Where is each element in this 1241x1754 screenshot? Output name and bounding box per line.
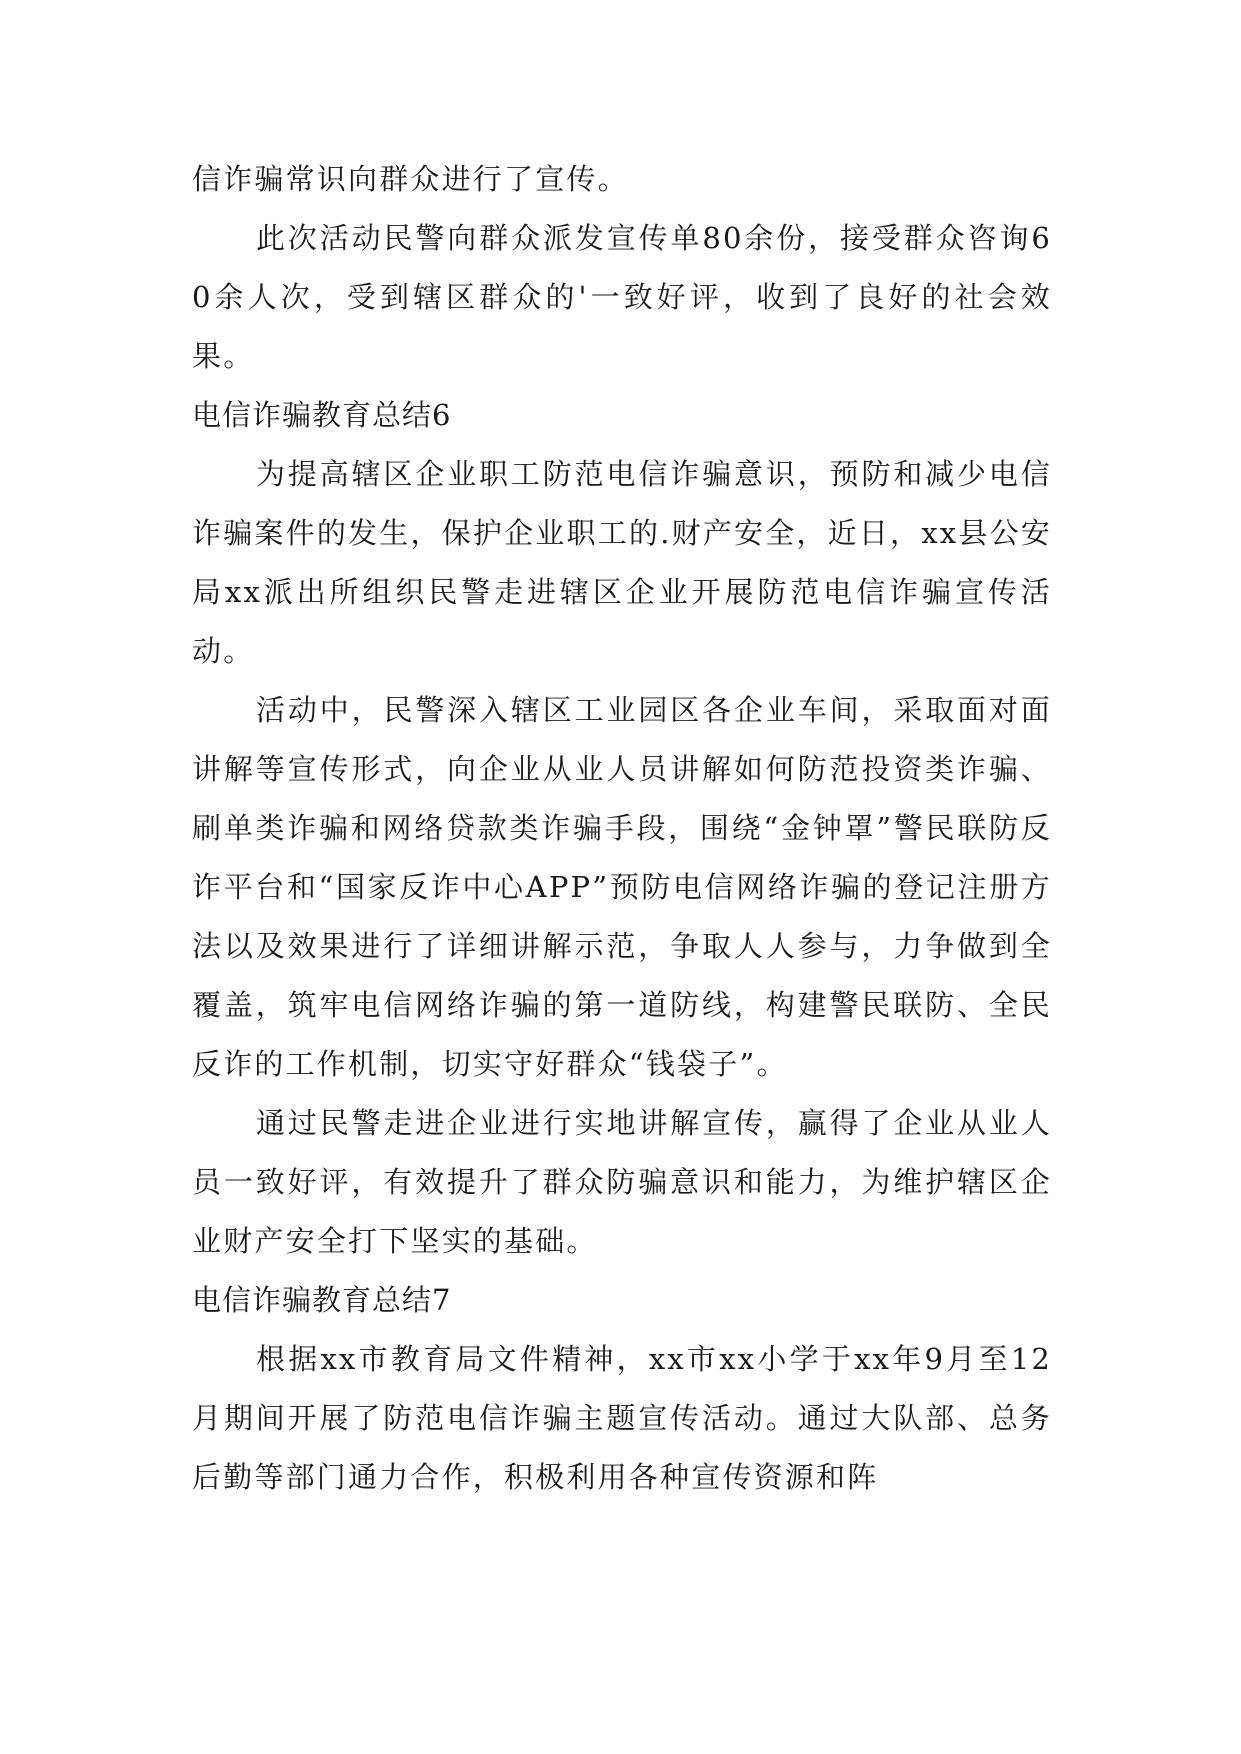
document-page [192,150,1052,1507]
section-heading-6: 电信诈骗教育总结6 [192,398,452,432]
section-heading-7: 电信诈骗教育总结7 [192,1283,452,1317]
paragraph-section7-intro: 根据xx市教育局文件精神，xx市xx小学于xx年9月至12月期间开展了防范电信诈骗主题宣传活动。通过大队部、总务后勤等部门通力合作，积极利用各种宣传资源和阵 [192,1342,1052,1494]
paragraph-section6-activity: 活动中，民警深入辖区工业园区各企业车间，采取面对面讲解等宣传形式，向企业从业人员讲解如何防范投资类诈骗、刷单类诈骗和网络贷款类诈骗手段，围绕“金钟罩”警民联防反诈平台和“国家反诈中心APP”预防电信网络诈骗的登记注册方法以及效果进行了详细讲解示范，争取人人参与，力争做到全覆盖，筑牢电信网络诈骗的第一道防线，构建警民联防、全民反诈的工作机制，切实守好群众“钱袋子”。 [192,693,1052,1081]
paragraph-section6-result: 通过民警走进企业进行实地讲解宣传，赢得了企业从业人员一致好评，有效提升了群众防骗意识和能力，为维护辖区企业财产安全打下坚实的基础。 [192,1106,1052,1258]
paragraph-continuation: 信诈骗常识向群众进行了宣传。 [192,162,629,196]
paragraph-activity-result: 此次活动民警向群众派发宣传单80余份，接受群众咨询60余人次，受到辖区群众的'一致好评，收到了良好的社会效果。 [192,221,1052,373]
paragraph-section6-intro: 为提高辖区企业职工防范电信诈骗意识，预防和减少电信诈骗案件的发生，保护企业职工的.财产安全，近日，xx县公安局xx派出所组织民警走进辖区企业开展防范电信诈骗宣传活动。 [192,457,1052,668]
